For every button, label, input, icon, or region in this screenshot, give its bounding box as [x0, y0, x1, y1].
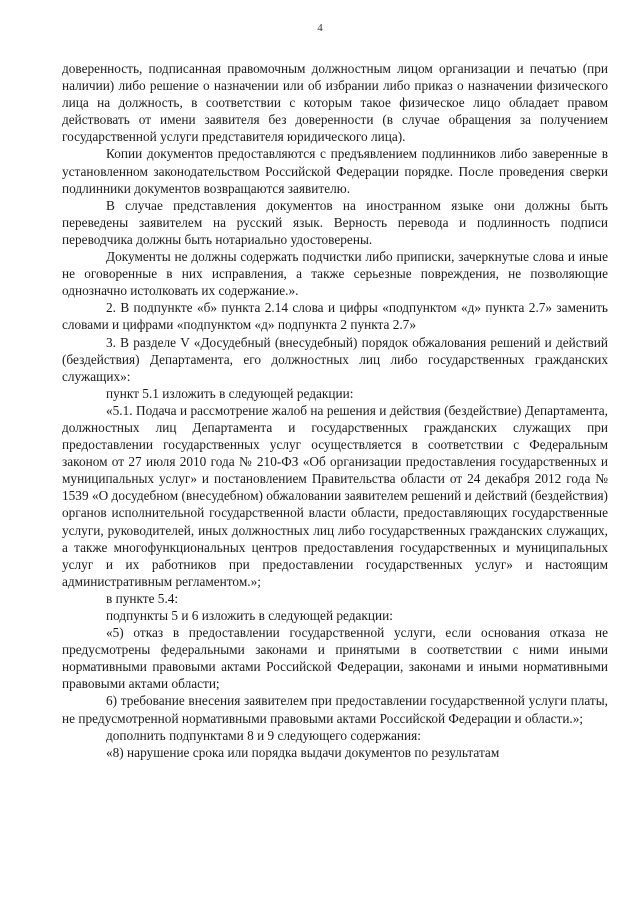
paragraph: в пункте 5.4: — [106, 590, 179, 606]
paragraph: 6) требование внесения заявителем при предоставлении государственной услуги платы, не предусмотренной нормативными правовыми актами Российской Федерации и области.»; — [62, 693, 608, 726]
page-number: 4 — [317, 22, 323, 34]
document-body — [62, 60, 608, 761]
paragraph: В случае представления документов на иностранном языке они должны быть переведены заявителем на русский язык. Верность перевода и подлинность подписи переводчика должны быть нотариально удостоверены. — [62, 197, 608, 247]
paragraph: «5.1. Подача и рассмотрение жалоб на решения и действия (бездействие) Департамента, должностных лиц Департамента и государственных гражданских служащих при предоставлении государственных услуг осуществляется в соответствии с Федеральным законом от 27 июля 2010 года № 210-ФЗ «Об организации предоставления государственных и муниципальных услуг» и постановлением Правительства области от 24 декабря 2012 года № 1539 «О досудебном (внесудебном) обжаловании заявителем решений и действий (бездействия) органов исполнительной государственной власти области, предоставляющих государственные услуги, руководителей, иных должностных лиц либо государственных гражданских служащих, а также многофункциональных центров предоставления государственных и муниципальных услуг и их работников при предоставлении государственных услуг» и настоящим административным регламентом.»; — [62, 402, 608, 589]
paragraph: Документы не должны содержать подчистки либо приписки, зачеркнутые слова и иные не оговоренные в них исправления, а также серьезные повреждения, не позволяющие однозначно истолковать их содержание.». — [62, 249, 608, 299]
paragraph: пункт 5.1 изложить в следующей редакции: — [106, 385, 354, 401]
paragraph: 2. В подпункте «б» пункта 2.14 слова и цифры «подпунктом «д» пункта 2.7» заменить словами и цифрами «подпунктом «д» подпункта 2 пункта 2.7» — [62, 300, 608, 333]
paragraph: подпункты 5 и 6 изложить в следующей редакции: — [106, 608, 393, 623]
paragraph: «8) нарушение срока или порядка выдачи документов по результатам — [106, 744, 500, 760]
paragraph: доверенность, подписанная правомочным должностным лицом организации и печатью (при наличии) либо решение о назначении или об избрании либо приказ о назначении физического лица на должность, в соответствии с которым такое физическое лицо обладает правом действовать от имени заявителя без доверенности (в случае обращения за получением государственной услуги представителя юридического лица). — [62, 61, 608, 145]
paragraph: дополнить подпунктами 8 и 9 следующего содержания: — [106, 727, 421, 743]
paragraph: Копии документов предоставляются с предъявлением подлинников либо заверенные в установленном законодательством Российской Федерации порядке. После проведения сверки подлинники документов возвращаются заявителю. — [62, 146, 608, 196]
paragraph: 3. В разделе V «Досудебный (внесудебный) порядок обжалования решений и действий (бездействия) Департамента, его должностных лиц либо государственных гражданских служащих»: — [62, 334, 608, 384]
paragraph: «5) отказ в предоставлении государственной услуги, если основания отказа не предусмотрены федеральными законами и принятыми в соответствии с ними иными нормативными правовыми актами Российской Федерации, законами и иными нормативными правовыми актами области; — [62, 625, 608, 692]
